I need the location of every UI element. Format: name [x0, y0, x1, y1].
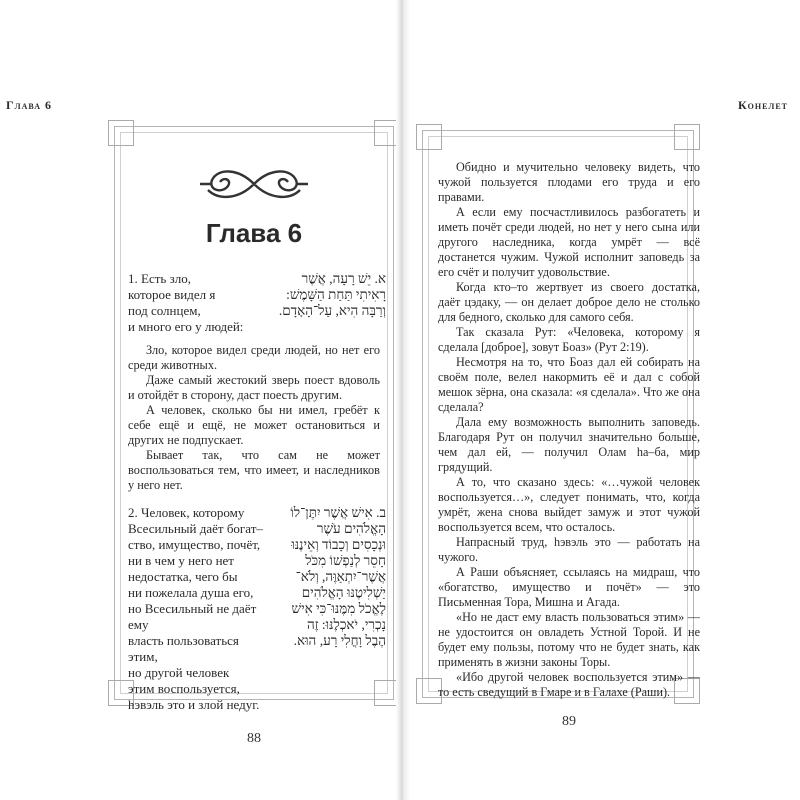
- paragraph: Бывает так, что сам не может воспользоваться тем, что имеет, и наследников у него нет.: [128, 448, 380, 492]
- verse-line: יַשְׁלִיטֶנּוּ הָאֱלֹהִים: [301, 585, 386, 600]
- paragraph: А человек, сколько бы ни имел, гребёт к себе ещё и ещё, не может остановиться и других не подпускает.: [128, 403, 380, 447]
- verse-line: א. יֵשׁ רָעָה, אֲשֶׁר: [301, 271, 386, 286]
- verse-line: רָאִיתִי תַּחַת הַשָּׁמֶשׁ:: [286, 287, 386, 302]
- verse-line: ни в чем у него нет: [128, 553, 234, 568]
- verse-line: לֶאֱכֹל מִמֶּנּוּ־כִּי אִישׁ: [291, 601, 386, 616]
- verse-line: חָסֵר לְנַפְשׁוֹ מִכֹּל: [305, 553, 386, 568]
- verse-line: וְרַבָּה הִיא, עַל־הָאָדָם.: [278, 303, 386, 318]
- flourish-ornament: [198, 166, 310, 202]
- left-page: [0, 0, 396, 800]
- verse-line: но другой человек: [128, 665, 230, 680]
- verse-1-russian: [128, 271, 269, 335]
- paragraph: Дала ему возможность выполнить заповедь. Благодаря Рут он получил значительно больше, чем дал ей, — получил Олам hа–ба, мир грядущий.: [438, 415, 700, 474]
- paragraph: Напрасный труд, hэвэль это — работать на чужого.: [438, 535, 700, 564]
- paragraph: А то, что сказано здесь: «…чужой человек воспользуется…», следует понимать, что, когда умрёт, жена снова выйдет замуж и этот чужой воспользуется всем, что осталось.: [438, 475, 700, 534]
- left-content: [128, 166, 386, 747]
- frame-corner-ornament: [416, 124, 442, 150]
- right-page: [410, 0, 800, 800]
- verse-line: и много его у людей:: [128, 319, 244, 334]
- verse-line: הֶבֶל וָחֳלִי רָע, הוּא.: [293, 633, 386, 648]
- right-content: [438, 160, 700, 730]
- book-gutter: [396, 0, 410, 800]
- paragraph: А если ему посчастливилось разбогатеть и иметь почёт среди людей, но нет у него сына или другого наследника, когда умрёт — всё достанется чужим. Чужой исполнит заповедь за его счёт и получит удовольствие.: [438, 205, 700, 279]
- running-head-left: Глава 6: [6, 98, 52, 112]
- verse-line: Всесильный даёт богат–: [128, 521, 263, 536]
- commentary-right: [438, 160, 700, 700]
- verse-line: недостатка, чего бы: [128, 569, 238, 584]
- paragraph: Обидно и мучительно человеку видеть, что чужой пользуется плодами его труда и его правами.: [438, 160, 700, 204]
- verse-line: ב. אִישׁ אֲשֶׁר יִתֶּן־לוֹ: [290, 505, 386, 520]
- verse-line: 1. Есть зло,: [128, 271, 191, 286]
- verse-line: этим воспользуется,: [128, 681, 240, 696]
- commentary-left: [128, 343, 380, 493]
- verse-line: которое видел я: [128, 287, 216, 302]
- verse-2-hebrew: [275, 505, 386, 713]
- paragraph: Когда кто–то жертвует из своего достатка, даёт цэдаку, — он делает доброе дело не столько для бедного, сколько для самого себя.: [438, 280, 700, 324]
- chapter-title: Глава 6: [205, 218, 303, 248]
- paragraph: Несмотря на то, что Боаз дал ей собирать на своём поле, велел накормить её и дал с собой мешок зёрна, она сказала: «я сделала». Что же она сделала?: [438, 355, 700, 414]
- verse-line: ство, имущество, почёт,: [128, 537, 261, 552]
- verse-line: וּנְכָסִים וְכָבוֹד וְאֵינֶנּוּ: [291, 537, 386, 552]
- verse-line: под солнцем,: [128, 303, 201, 318]
- verse-1: [128, 271, 386, 335]
- verse-1-hebrew: [275, 271, 386, 335]
- paragraph: Зло, которое видел среди людей, но нет его среди животных.: [128, 343, 380, 372]
- verse-line: 2. Человек, которому: [128, 505, 245, 520]
- verse-line: אֲשֶׁר־יִתְאַוֶּה, וְלֹא־: [295, 569, 386, 584]
- paragraph: «Но не даст ему власть пользоваться этим» — не удостоится он овладеть Устной Торой. И не будет ему пользы, потому что не будет знать, как применять в жизни законы Торы.: [438, 610, 700, 669]
- verse-line: но Всесильный не даёт ему: [128, 601, 257, 632]
- verse-line: נָכְרִי, יֹאכְלֶנּוּ: זֶה: [307, 617, 386, 632]
- verse-2-russian: [128, 505, 269, 713]
- paragraph: «Ибо другой человек воспользуется этим» — то есть сведущий в Гмаре и в Галахе (Раши).: [438, 670, 700, 699]
- frame-corner-ornament: [674, 124, 700, 150]
- verse-line: hэвэль это и злой недуг.: [128, 697, 260, 712]
- paragraph: Даже самый жестокий зверь поест вдоволь и отойдёт в сторону, даст поесть другим.: [128, 373, 380, 402]
- verse-2: [128, 505, 386, 713]
- verse-line: власть пользоваться этим,: [128, 633, 239, 664]
- paragraph: Так сказала Рут: «Человека, которому я сделала [доброе], зовут Боаз» (Рут 2:19).: [438, 325, 700, 354]
- page-number-left: 88: [247, 731, 261, 746]
- verse-line: ни пожелала душа его,: [128, 585, 254, 600]
- running-head-right: Коhелет: [737, 98, 788, 112]
- paragraph: А Раши объясняет, ссылаясь на мидраш, что «богатство, имущество и почёт» — это Письменная Тора, Мишна и Агада.: [438, 565, 700, 609]
- page-number-right: 89: [562, 714, 576, 729]
- verse-line: הָאֱלֹהִים עֹשֶׁר: [316, 521, 386, 536]
- frame-corner-ornament: [108, 120, 134, 146]
